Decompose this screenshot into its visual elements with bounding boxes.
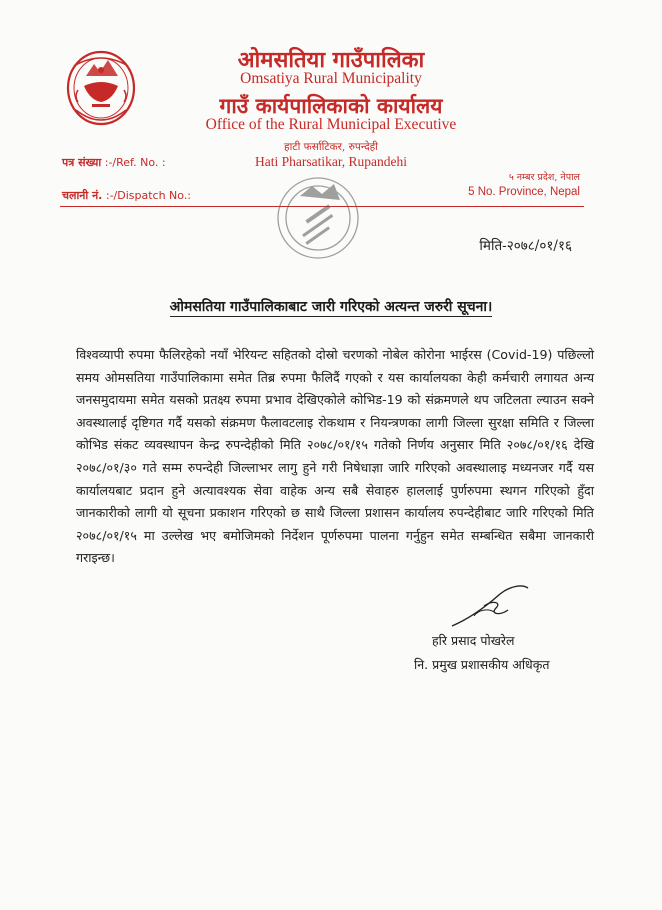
- subject-line: [0, 296, 662, 316]
- letter-body: विश्वव्यापी रुपमा फैलिरहेको नयाँ भेरियन्ट सहितको दोस्रो चरणको नोबेल कोरोना भाईरस (Covid-19) पछिल्लो समय ओमसतिया गाउँपालिकामा समेत तिब्र रुपमा फैलिदैं गएको र यस कार्यालयका केही कर्मचारी लगायत अन्य जनसमुदायमा समेत यसको प्रतक्ष्य रुपमा प्रभाव देखिएकोले कोभिड-19 को संक्रमणले थप जटिलता ल्याउन सक्ने अवस्थालाई दृष्टिगत गर्दै यसको संक्रमण फैलावटलाइ रोकथाम र नियन्त्रणका लागी जिल्ला सुरक्षा समिति र जिल्ला कोभिड संकट व्यवस्थापन केन्द्र रुपन्देहीको मिति २०७८/०१/१५ गतेको निर्णय अनुसार मिति २०७८/०१/१६ देखि २०७८/०१/३० गते सम्म रुपन्देही जिल्लाभर लागु हुने गरी निषेधाज्ञा जारि गरिएको अवस्थालाइ मध्यनजर गर्दै यस कार्यालयबाट प्रदान हुने अत्यावश्यक सेवा वाहेक अन्य सबै सेवाहरु हाललाई पुर्णरुपमा स्थगन गरिएको हुँदा जानकारीको लागी यो सूचना प्रकाशन गरिएको छ साथै जिल्ला प्रशासन कार्यालय रुपन्देहीबाट जारि गरिएको मिति २०७८/०१/१५ मा उल्लेख भए बमोजिमको निर्देशन पूर्णरुपमा पालना गर्नुहुन समेत सम्बन्धित सबैमा जानकारी गराइन्छ।: [76, 347, 594, 566]
- municipality-name-english: Omsatiya Rural Municipality: [240, 70, 422, 87]
- subject-text: ओमसतिया गाउँपालिकाबाट जारी गरिएको अत्यन्त जरुरी सूचना।: [169, 299, 493, 315]
- signature-icon: [444, 580, 534, 632]
- dispatch-no-label: [62, 188, 191, 203]
- office-name-english: Office of the Rural Municipal Executive: [205, 116, 457, 133]
- office-stamp-icon: [270, 166, 366, 266]
- dispatch-no-label-nepali: चलानी नं.: [62, 189, 103, 202]
- ref-no-label-english: :-/Ref. No. :: [104, 156, 166, 169]
- letter-date: मिति-२०७८/०१/१६: [479, 238, 572, 254]
- ref-no-label: [62, 155, 166, 170]
- ref-no-label-nepali: पत्र संख्या: [62, 156, 102, 169]
- address-english: Hati Pharsatikar, Rupandehi: [254, 154, 408, 169]
- signatory-name: हरि प्रसाद पोखरेल: [432, 633, 515, 648]
- province-nepali: ५ नम्बर प्रदेश, नेपाल: [508, 172, 580, 183]
- municipality-name-nepali: ओमसतिया गाउँपालिका: [237, 47, 425, 73]
- address-nepali: हाटी फर्साटिकर, रुपन्देही: [284, 141, 378, 153]
- office-name-nepali: गाउँ कार्यपालिकाको कार्यालय: [219, 93, 443, 118]
- dispatch-no-label-english: :-/Dispatch No.:: [105, 189, 192, 202]
- municipality-emblem-icon: [62, 46, 140, 132]
- signatory-title: नि. प्रमुख प्रशासकीय अधिकृत: [414, 657, 550, 672]
- province-english: 5 No. Province, Nepal: [468, 186, 580, 198]
